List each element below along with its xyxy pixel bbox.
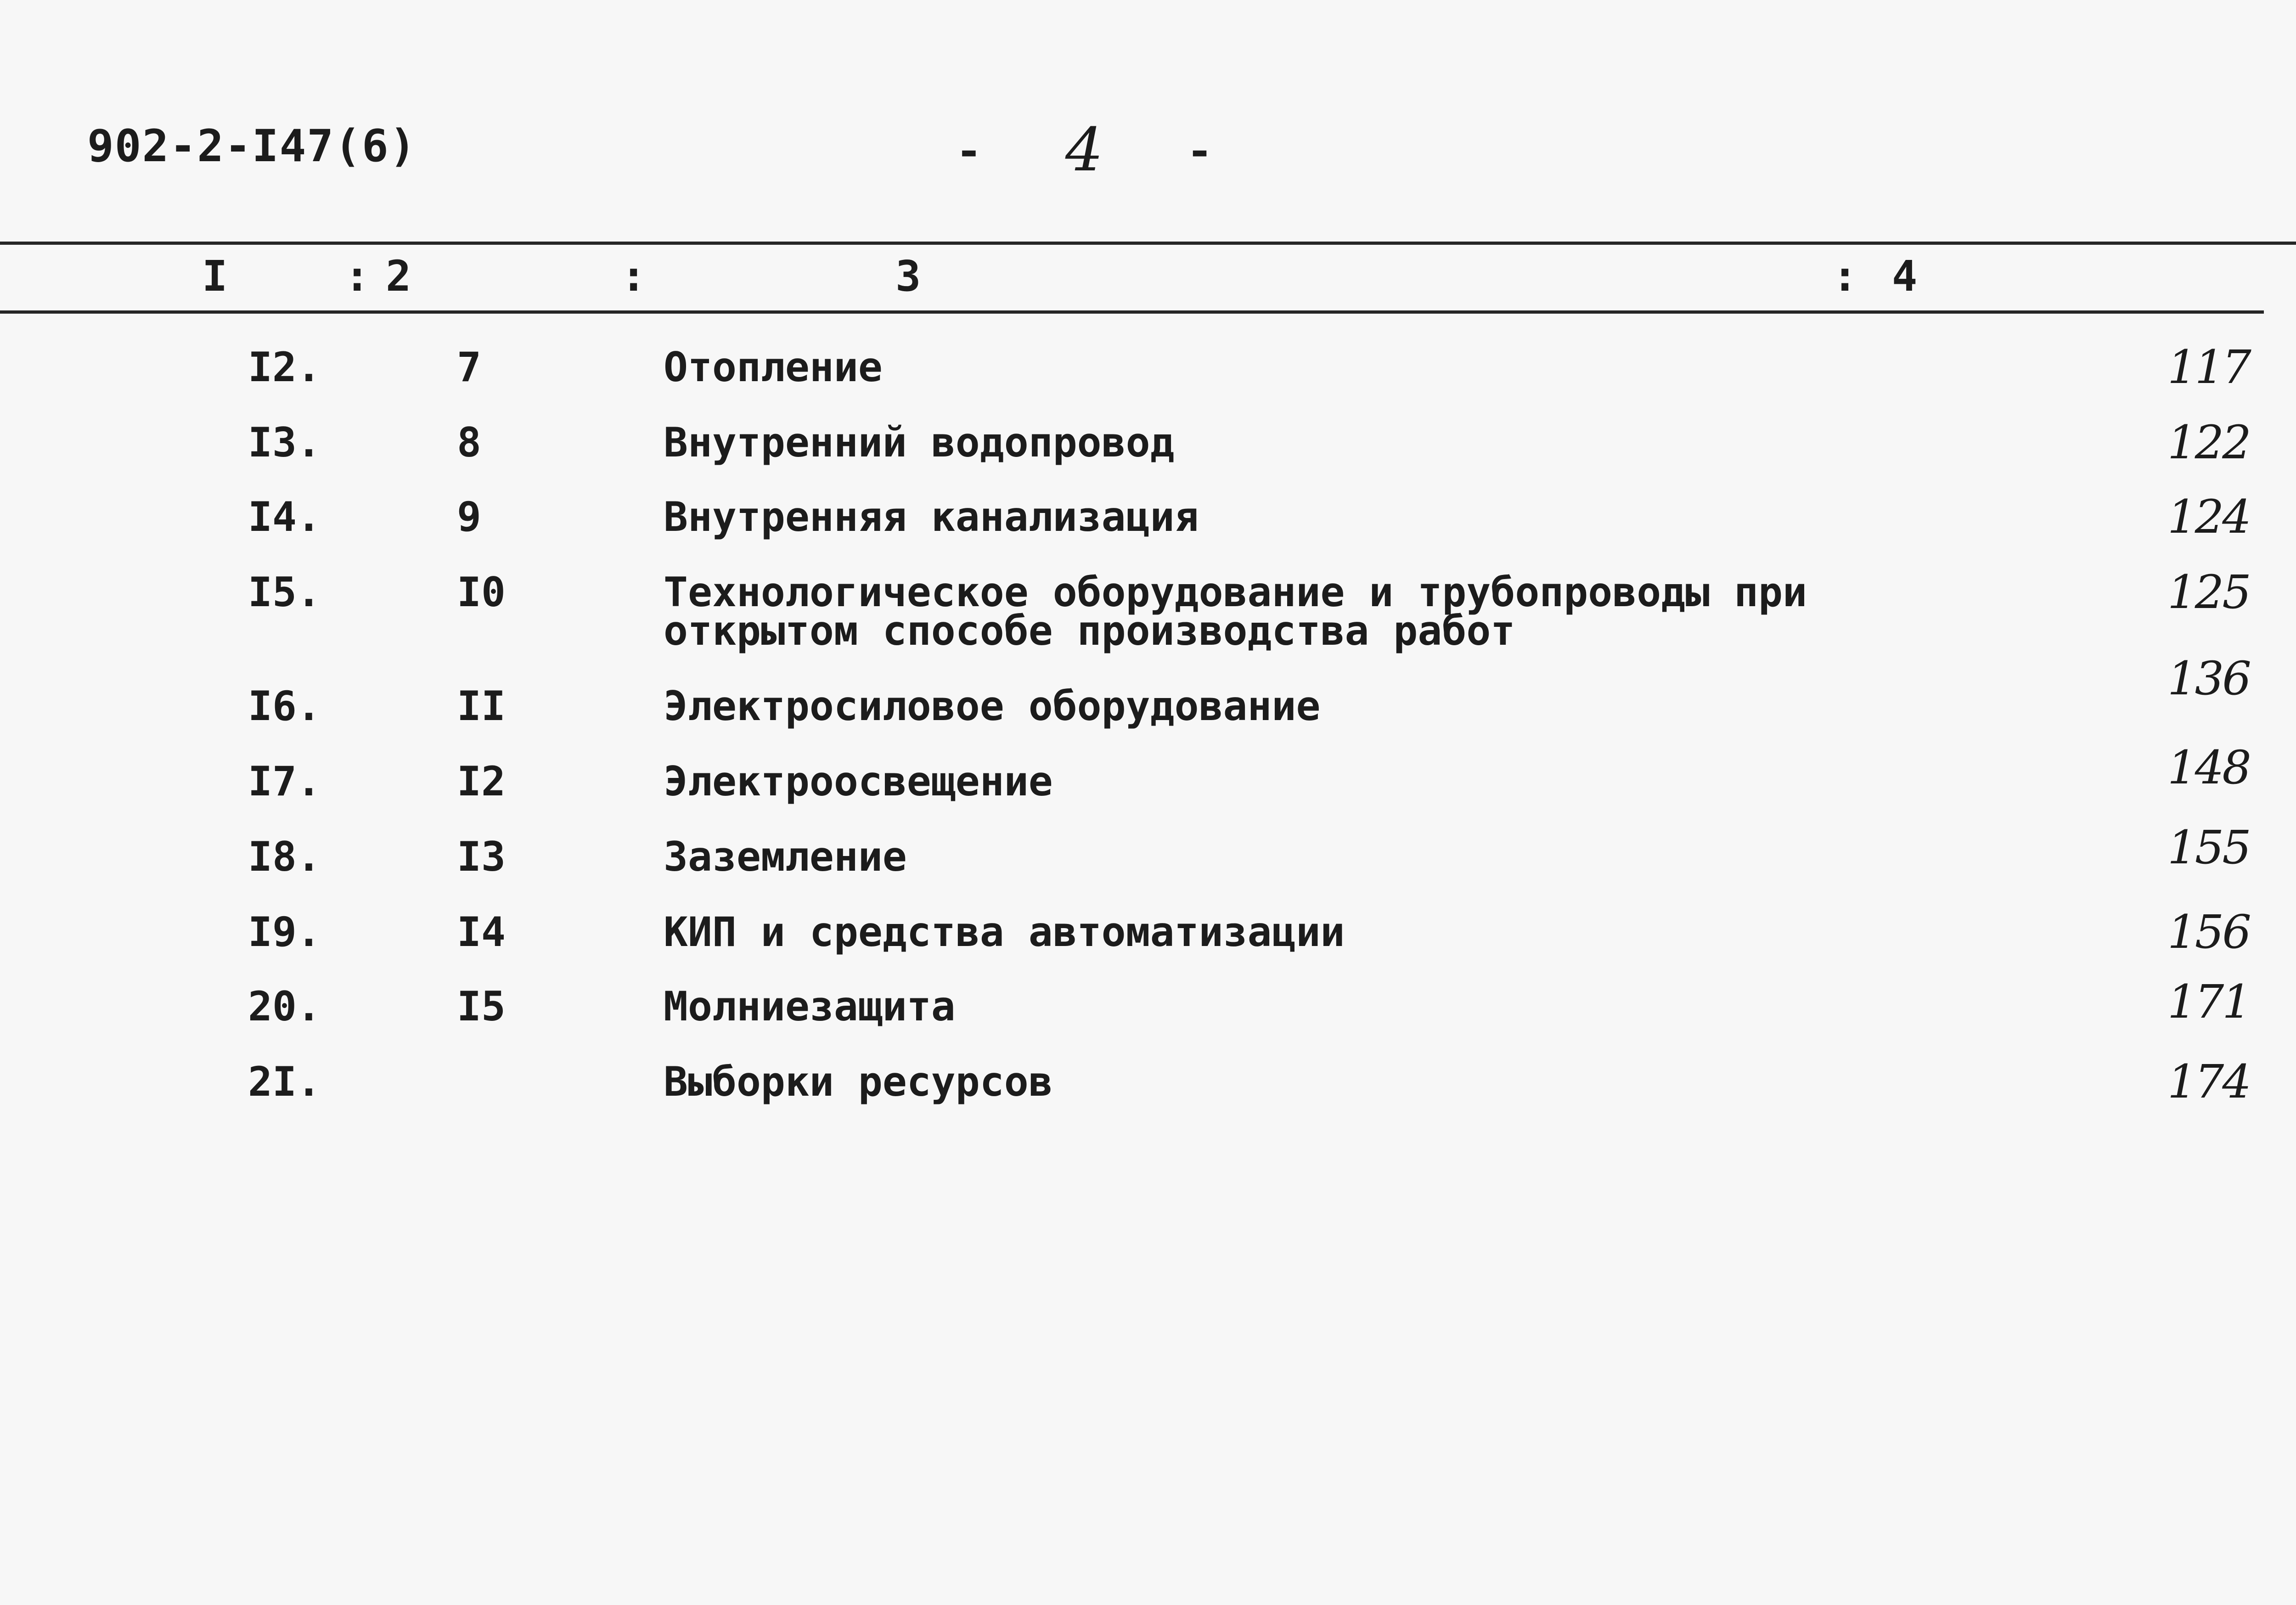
row-page: 171 (2167, 975, 2250, 1029)
row-section: I5 (457, 983, 506, 1030)
column-separator: : (344, 252, 370, 301)
row-page: 122 (2167, 416, 2250, 469)
table-header-rule (0, 310, 2264, 314)
row-number: I3. (248, 419, 321, 466)
row-section: I4 (457, 908, 506, 956)
page-number-dash-left: - (960, 124, 978, 176)
row-number: I9. (248, 908, 321, 956)
column-header-1: I (202, 252, 228, 301)
row-section: I2 (457, 758, 506, 805)
row-section: II (457, 682, 506, 730)
document-code: 902-2-I47(6) (87, 120, 417, 172)
row-number: I2. (248, 344, 321, 391)
row-title: Отопление (664, 344, 883, 391)
row-page: 124 (2167, 490, 2250, 544)
row-number: I6. (248, 682, 321, 730)
table-top-rule (0, 242, 2296, 245)
row-title: Молниезащита (664, 983, 956, 1030)
row-section: I3 (457, 833, 506, 880)
row-title: Электроосвещение (664, 758, 1053, 805)
row-title: Технологическое оборудование и трубопроводы при открытом способе производства работ (664, 569, 1807, 654)
row-title: Внутренний водопровод (664, 419, 1175, 466)
row-number: I7. (248, 758, 321, 805)
row-page: 174 (2167, 1055, 2250, 1109)
column-header-3: 3 (895, 252, 921, 301)
row-section: 8 (457, 419, 481, 466)
page-number-dash-right: - (1190, 124, 1209, 176)
row-number: I8. (248, 833, 321, 880)
row-number: 20. (248, 983, 321, 1030)
row-title: Заземление (664, 833, 907, 880)
row-title: Внутренняя канализация (664, 493, 1199, 541)
column-separator: : (621, 252, 647, 301)
row-page: 156 (2167, 905, 2250, 959)
row-number: 2I. (248, 1058, 321, 1105)
row-section: 7 (457, 344, 481, 391)
row-section: 9 (457, 493, 481, 541)
row-page: 117 (2167, 340, 2250, 394)
row-number: I4. (248, 493, 321, 541)
row-title: Электросиловое оборудование (664, 682, 1321, 730)
column-header-2: 2 (386, 252, 411, 301)
row-section: I0 (457, 569, 506, 616)
page-number: 4 (1065, 115, 1103, 185)
row-title: КИП и средства автоматизации (664, 908, 1345, 956)
column-separator: : (1832, 252, 1858, 301)
row-page: 148 (2167, 741, 2250, 794)
page-number-line (960, 115, 1209, 185)
column-header-4: 4 (1892, 252, 1918, 301)
row-page: 136 (2167, 652, 2250, 705)
row-page: 155 (2167, 821, 2250, 874)
row-title: Выборки ресурсов (664, 1058, 1053, 1105)
row-number: I5. (248, 569, 321, 616)
row-page: 125 (2167, 565, 2250, 619)
